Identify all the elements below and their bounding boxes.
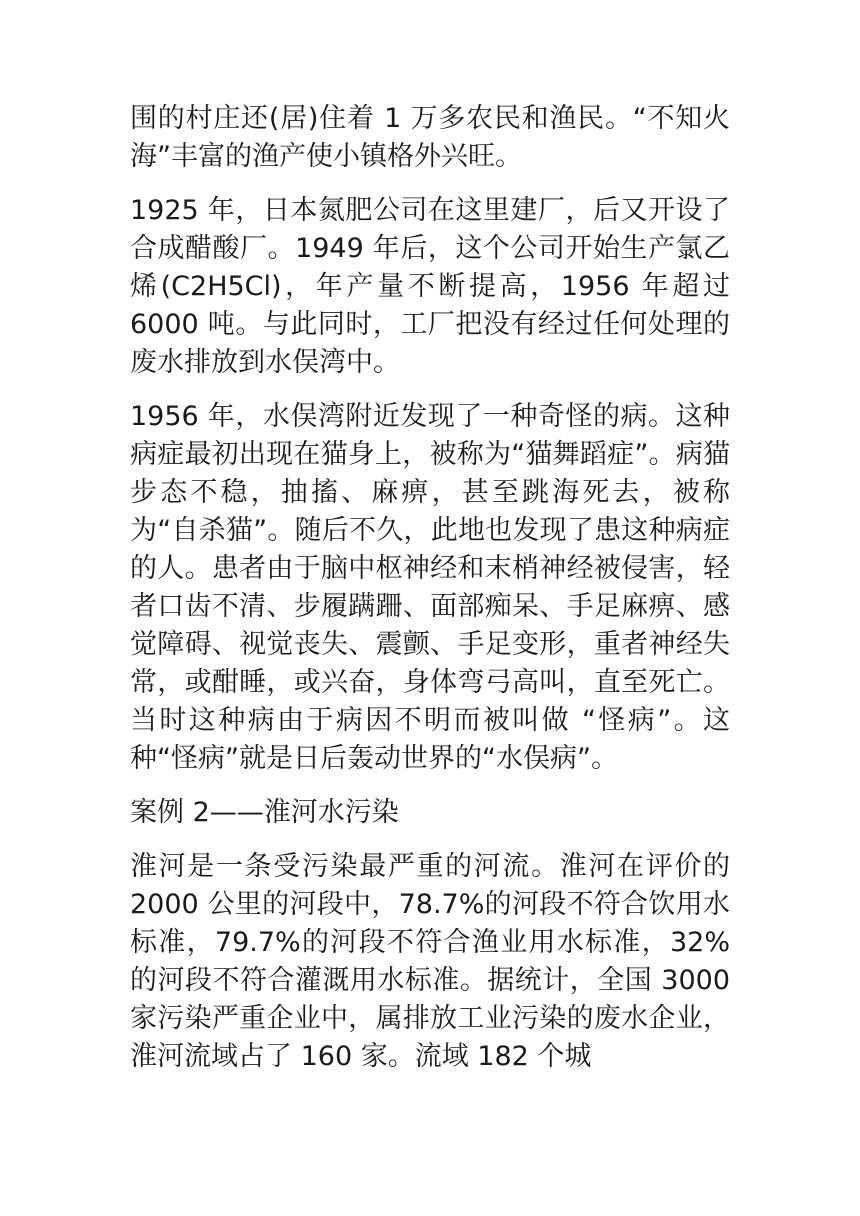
paragraph-minamata-disease: 1956 年，水俣湾附近发现了一种奇怪的病。这种病症最初出现在猫身上，被称为“猫舞蹈症”。病猫步态不稳，抽搐、麻痹，甚至跳海死去，被称为“自杀猫”。随后不久，此地也发现了患这种病症的人。患者由于脑中枢神经和末梢神经被侵害，轻者口齿不清、步履蹒跚、面部痴呆、手足麻痹、感觉障碍、视觉丧失、震颤、手足变形，重者神经失常，或酣睡，或兴奋，身体弯弓高叫，直至死亡。当时这种病由于病因不明而被叫做 “怪病”。这种“怪病”就是日后轰动世界的“水俣病”。 — [130, 401, 730, 774]
case-2-heading: 案例 2——淮河水污染 — [130, 797, 399, 828]
paragraph-minamata-village: 围的村庄还(居)住着 1 万多农民和渔民。“不知火海”丰富的渔产使小镇格外兴旺。 — [130, 103, 730, 172]
document-page — [130, 100, 730, 1092]
paragraph-chisso-factory: 1925 年，日本氮肥公司在这里建厂，后又开设了合成醋酸厂。1949 年后，这个公司开始生产氯乙烯(C2H5Cl)，年产量不断提高，1956 年超过 6000 吨。与此同时，工厂把没有经过任何处理的废水排放到水俣湾中。 — [130, 195, 730, 378]
paragraph-huaihe-pollution: 淮河是一条受污染最严重的河流。淮河在评价的 2000 公里的河段中，78.7%的河段不符合饮用水标准，79.7%的河段不符合渔业用水标准，32%的河段不符合灌溉用水标准。据统计，全国 3000 家污染严重企业中，属排放工业污染的废水企业，淮河流域占了 160 家。流域 182 个城 — [130, 851, 730, 1072]
